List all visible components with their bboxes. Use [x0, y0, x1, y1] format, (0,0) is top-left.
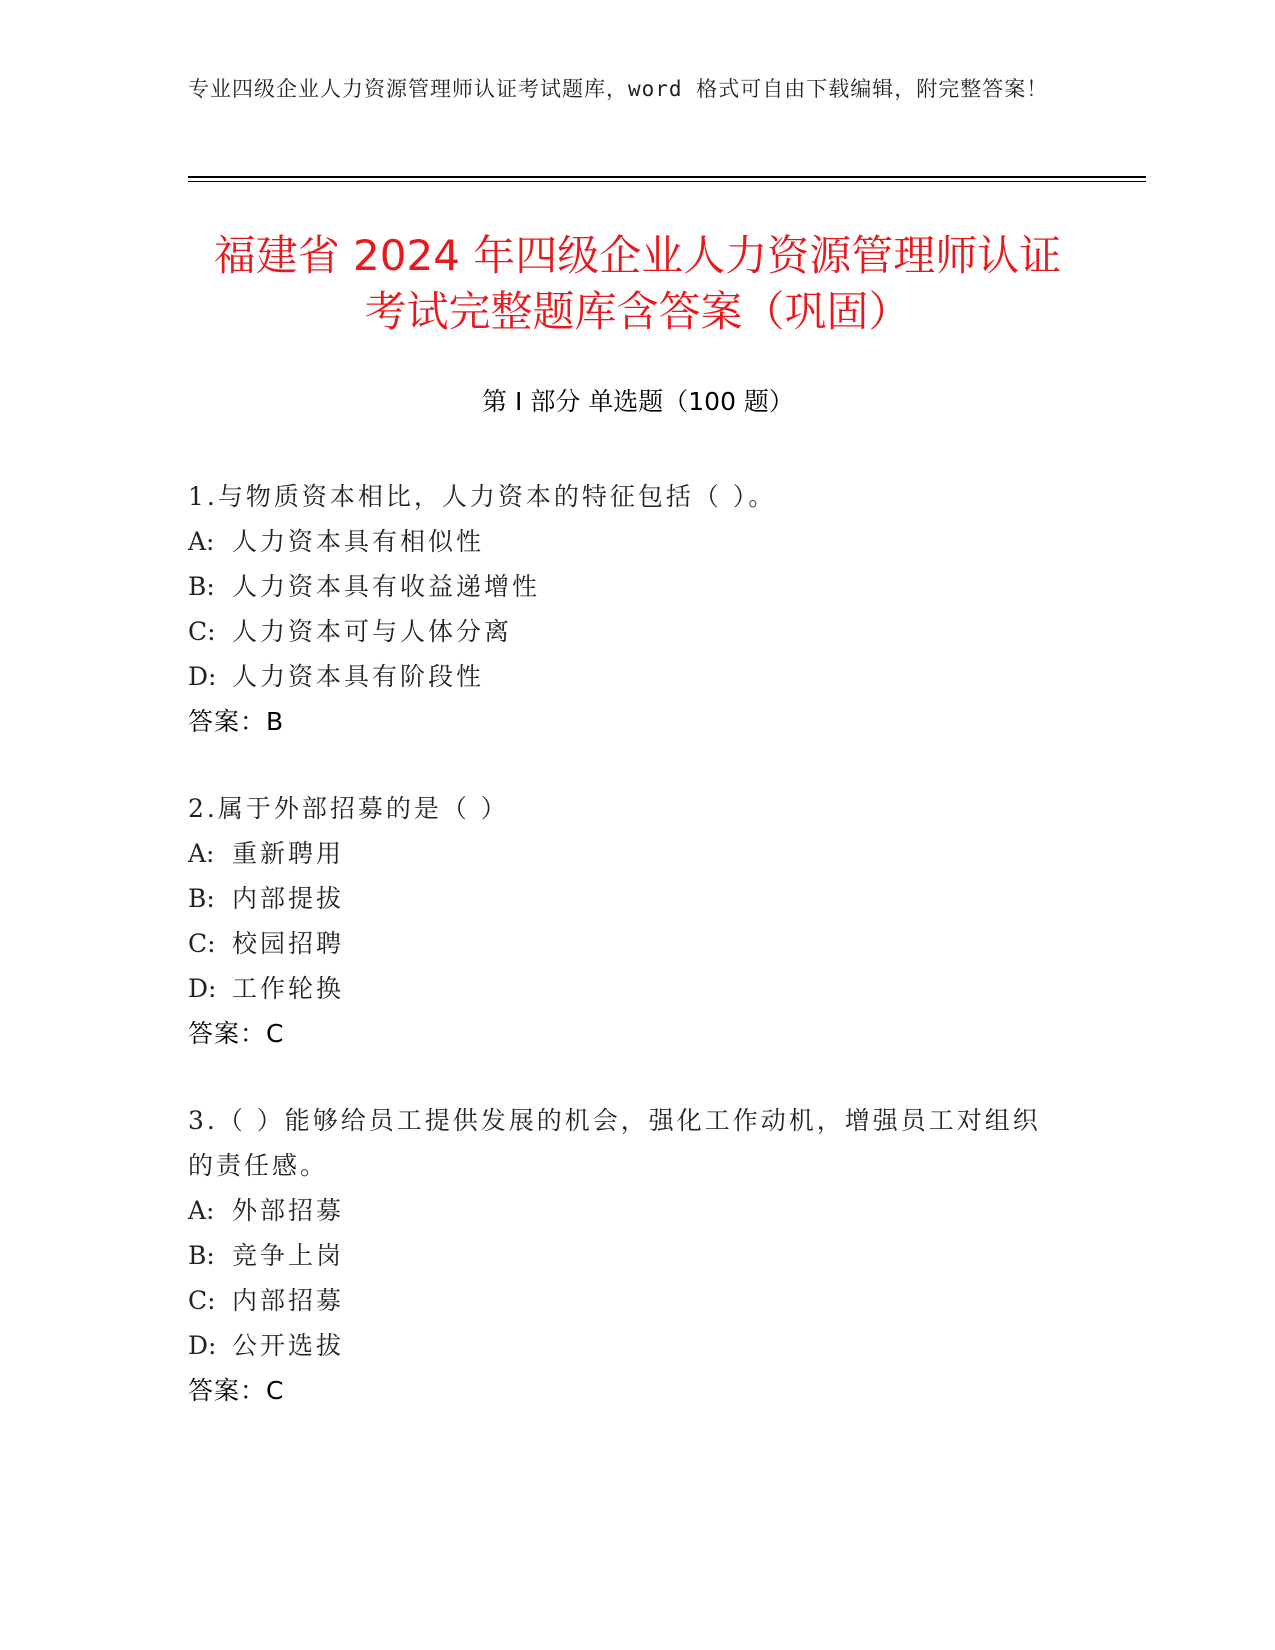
option-d: [188, 1323, 1068, 1368]
option-letter: A:: [188, 839, 215, 868]
option-a: [188, 519, 1068, 564]
option-text: 竞争上岗: [232, 1241, 345, 1270]
option-text: 内部招募: [232, 1286, 345, 1315]
question-stem-continued: 的责任感。: [188, 1151, 329, 1180]
option-c: [188, 609, 1068, 654]
option-text: 重新聘用: [232, 839, 345, 868]
question-stem: 2.属于外部招募的是（ ）: [188, 794, 509, 823]
document-title: [150, 228, 1125, 340]
option-letter: A:: [188, 527, 215, 556]
question-2: [188, 786, 1068, 1056]
option-d: [188, 966, 1068, 1011]
option-c: [188, 1278, 1068, 1323]
option-b: [188, 564, 1068, 609]
question-3: [188, 1098, 1068, 1413]
option-c: [188, 921, 1068, 966]
answer-line: 答案：C: [188, 1376, 285, 1405]
option-b: [188, 1233, 1068, 1278]
header-rule-thin: [188, 181, 1146, 182]
option-letter: D:: [188, 1331, 217, 1360]
option-text: 人力资本可与人体分离: [232, 617, 513, 646]
option-letter: C:: [188, 929, 216, 958]
option-text: 校园招聘: [232, 929, 345, 958]
option-letter: B:: [188, 572, 215, 601]
answer-line: 答案：C: [188, 1019, 285, 1048]
answer-line: 答案：B: [188, 707, 285, 736]
question-1: [188, 474, 1068, 744]
option-letter: D:: [188, 662, 217, 691]
section-title: 第 I 部分 单选题（100 题）: [482, 387, 794, 416]
header-note: 专业四级企业人力资源管理师认证考试题库，word 格式可自由下载编辑，附完整答案！: [188, 77, 1049, 101]
option-text: 外部招募: [232, 1196, 345, 1225]
document-title-line-1: 福建省 2024 年四级企业人力资源管理师认证: [213, 231, 1062, 280]
option-text: 人力资本具有阶段性: [232, 662, 485, 691]
option-b: [188, 876, 1068, 921]
option-a: [188, 831, 1068, 876]
option-letter: C:: [188, 1286, 216, 1315]
option-a: [188, 1188, 1068, 1233]
option-letter: B:: [188, 884, 215, 913]
option-letter: C:: [188, 617, 216, 646]
option-text: 人力资本具有收益递增性: [232, 572, 541, 601]
option-d: [188, 654, 1068, 699]
question-stem: 3.（ ）能够给员工提供发展的机会，强化工作动机，增强员工对组织: [188, 1106, 1041, 1135]
document-title-line-2: 考试完整题库含答案（巩固）: [364, 287, 911, 336]
option-text: 公开选拔: [232, 1331, 345, 1360]
question-list: [188, 474, 1068, 1455]
question-stem: 1.与物质资本相比，人力资本的特征包括（ ）。: [188, 482, 777, 511]
option-letter: A:: [188, 1196, 215, 1225]
option-text: 工作轮换: [232, 974, 345, 1003]
option-letter: D:: [188, 974, 217, 1003]
option-text: 内部提拔: [232, 884, 345, 913]
option-text: 人力资本具有相似性: [232, 527, 485, 556]
option-letter: B:: [188, 1241, 215, 1270]
header-rule-thick: [188, 176, 1146, 178]
